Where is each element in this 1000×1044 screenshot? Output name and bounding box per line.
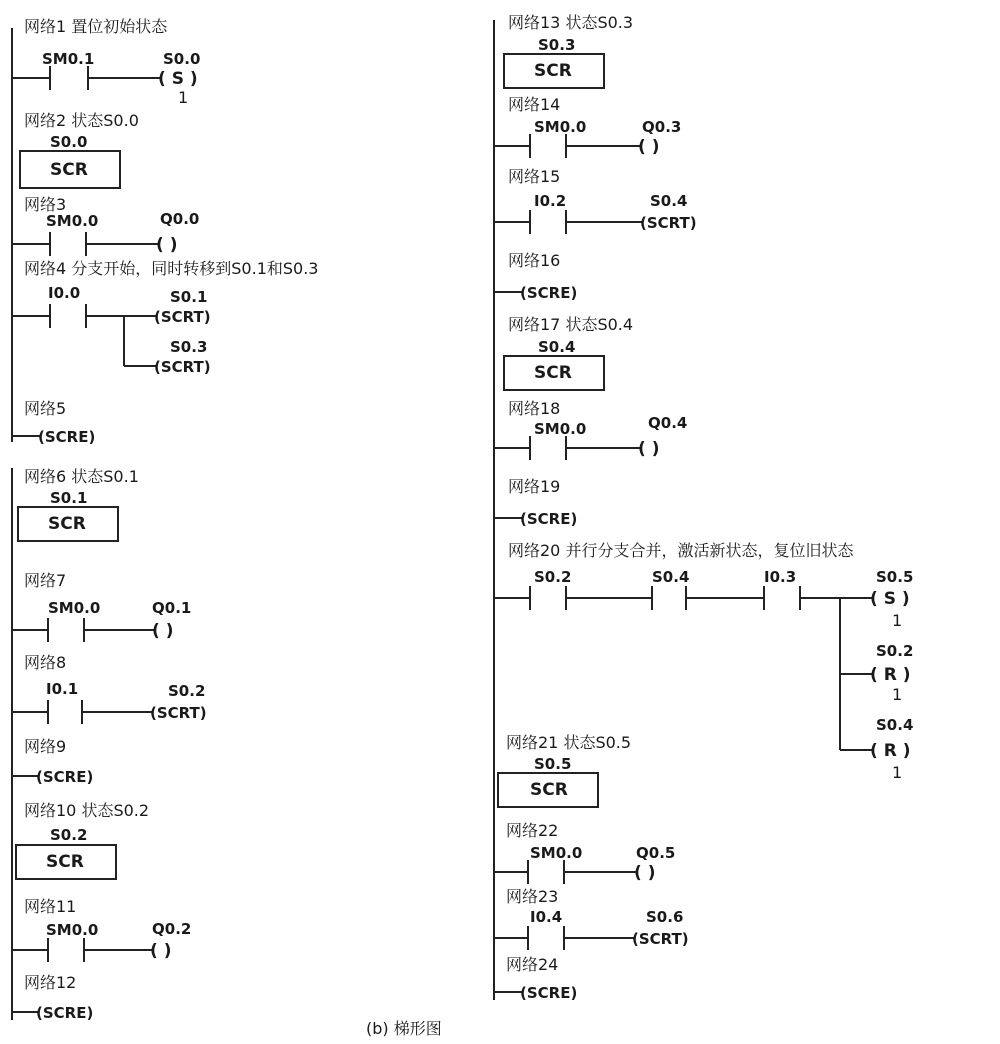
coil-label: S0.5 (876, 568, 914, 586)
output-coil: ( ) (156, 235, 178, 255)
scre-coil: (SCRE) (38, 428, 96, 446)
contact-label: SM0.0 (534, 118, 587, 136)
coil-count: 1 (892, 611, 903, 630)
output-coil: ( ) (150, 941, 172, 961)
reset-coil: ( R ) (870, 741, 911, 761)
coil-label: S0.2 (876, 642, 914, 660)
network-3-title: 网络3 (24, 195, 67, 214)
scr-label: S0.3 (538, 36, 576, 54)
network-1-title: 网络1 置位初始状态 (24, 17, 168, 36)
contact-label: SM0.0 (530, 844, 583, 862)
network-23-title: 网络23 (506, 887, 559, 906)
scr-label: S0.0 (50, 133, 88, 151)
network-16-title: 网络16 (508, 251, 561, 270)
coil-label: Q0.1 (152, 599, 192, 617)
coil-label: S0.1 (170, 288, 208, 306)
scre-coil: (SCRE) (520, 984, 578, 1002)
coil-label: S0.4 (876, 716, 914, 734)
output-coil: ( ) (152, 621, 174, 641)
figure-caption: (b) 梯形图 (366, 1019, 442, 1038)
contact-label: I0.3 (764, 568, 797, 586)
scr-text: SCR (530, 780, 568, 800)
scre-coil: (SCRE) (36, 768, 94, 786)
network-5-title: 网络5 (24, 399, 67, 418)
network-21-title: 网络21 状态S0.5 (506, 733, 632, 752)
coil-label: Q0.3 (642, 118, 682, 136)
coil-label: Q0.4 (648, 414, 688, 432)
contact-label: SM0.0 (48, 599, 101, 617)
coil-label: Q0.5 (636, 844, 676, 862)
network-13-title: 网络13 状态S0.3 (508, 13, 634, 32)
scr-label: S0.4 (538, 338, 576, 356)
coil-label: S0.4 (650, 192, 688, 210)
coil-label: S0.2 (168, 682, 206, 700)
coil-label: Q0.0 (160, 210, 200, 228)
contact-label: SM0.0 (46, 212, 99, 230)
network-18-title: 网络18 (508, 399, 561, 418)
contact-label: I0.0 (48, 284, 81, 302)
set-coil: ( S ) (870, 589, 910, 609)
network-24-title: 网络24 (506, 955, 559, 974)
contact-label: I0.4 (530, 908, 563, 926)
output-coil: ( ) (634, 863, 656, 883)
network-12-title: 网络12 (24, 973, 77, 992)
network-20-title: 网络20 并行分支合并，激活新状态，复位旧状态 (508, 541, 854, 560)
contact-label: SM0.0 (534, 420, 587, 438)
coil-label: S0.3 (170, 338, 208, 356)
scr-text: SCR (50, 160, 88, 180)
scr-text: SCR (534, 61, 572, 81)
contact-label: SM0.1 (42, 50, 95, 68)
scre-coil: (SCRE) (520, 284, 578, 302)
network-2-title: 网络2 状态S0.0 (24, 111, 139, 130)
scrt-coil: (SCRT) (154, 358, 211, 376)
network-4-title: 网络4 分支开始，同时转移到S0.1和S0.3 (24, 259, 319, 278)
contact-label: I0.2 (534, 192, 567, 210)
reset-coil: ( R ) (870, 665, 911, 685)
output-coil: ( ) (638, 137, 660, 157)
coil-label: S0.6 (646, 908, 684, 926)
scr-text: SCR (48, 514, 86, 534)
network-14-title: 网络14 (508, 95, 561, 114)
scr-label: S0.1 (50, 489, 88, 507)
network-8-title: 网络8 (24, 653, 67, 672)
scr-label: S0.5 (534, 755, 572, 773)
scre-coil: (SCRE) (520, 510, 578, 528)
output-coil: ( ) (638, 439, 660, 459)
scre-coil: (SCRE) (36, 1004, 94, 1022)
network-19-title: 网络19 (508, 477, 561, 496)
network-7-title: 网络7 (24, 571, 67, 590)
network-10-title: 网络10 状态S0.2 (24, 801, 150, 820)
scrt-coil: (SCRT) (150, 704, 207, 722)
scrt-coil: (SCRT) (154, 308, 211, 326)
network-22-title: 网络22 (506, 821, 559, 840)
coil-label: S0.0 (163, 50, 201, 68)
network-17-title: 网络17 状态S0.4 (508, 315, 634, 334)
scrt-coil: (SCRT) (632, 930, 689, 948)
contact-label: SM0.0 (46, 921, 99, 939)
scr-text: SCR (46, 852, 84, 872)
scrt-coil: (SCRT) (640, 214, 697, 232)
contact-label: S0.4 (652, 568, 690, 586)
scr-label: S0.2 (50, 826, 88, 844)
set-coil: ( S ) (158, 69, 198, 89)
network-6-title: 网络6 状态S0.1 (24, 467, 139, 486)
coil-count: 1 (892, 763, 903, 782)
coil-count: 1 (892, 685, 903, 704)
network-11-title: 网络11 (24, 897, 77, 916)
network-9-title: 网络9 (24, 737, 67, 756)
contact-label: I0.1 (46, 680, 79, 698)
coil-label: Q0.2 (152, 920, 192, 938)
coil-count: 1 (178, 88, 189, 107)
scr-text: SCR (534, 363, 572, 383)
contact-label: S0.2 (534, 568, 572, 586)
network-15-title: 网络15 (508, 167, 561, 186)
